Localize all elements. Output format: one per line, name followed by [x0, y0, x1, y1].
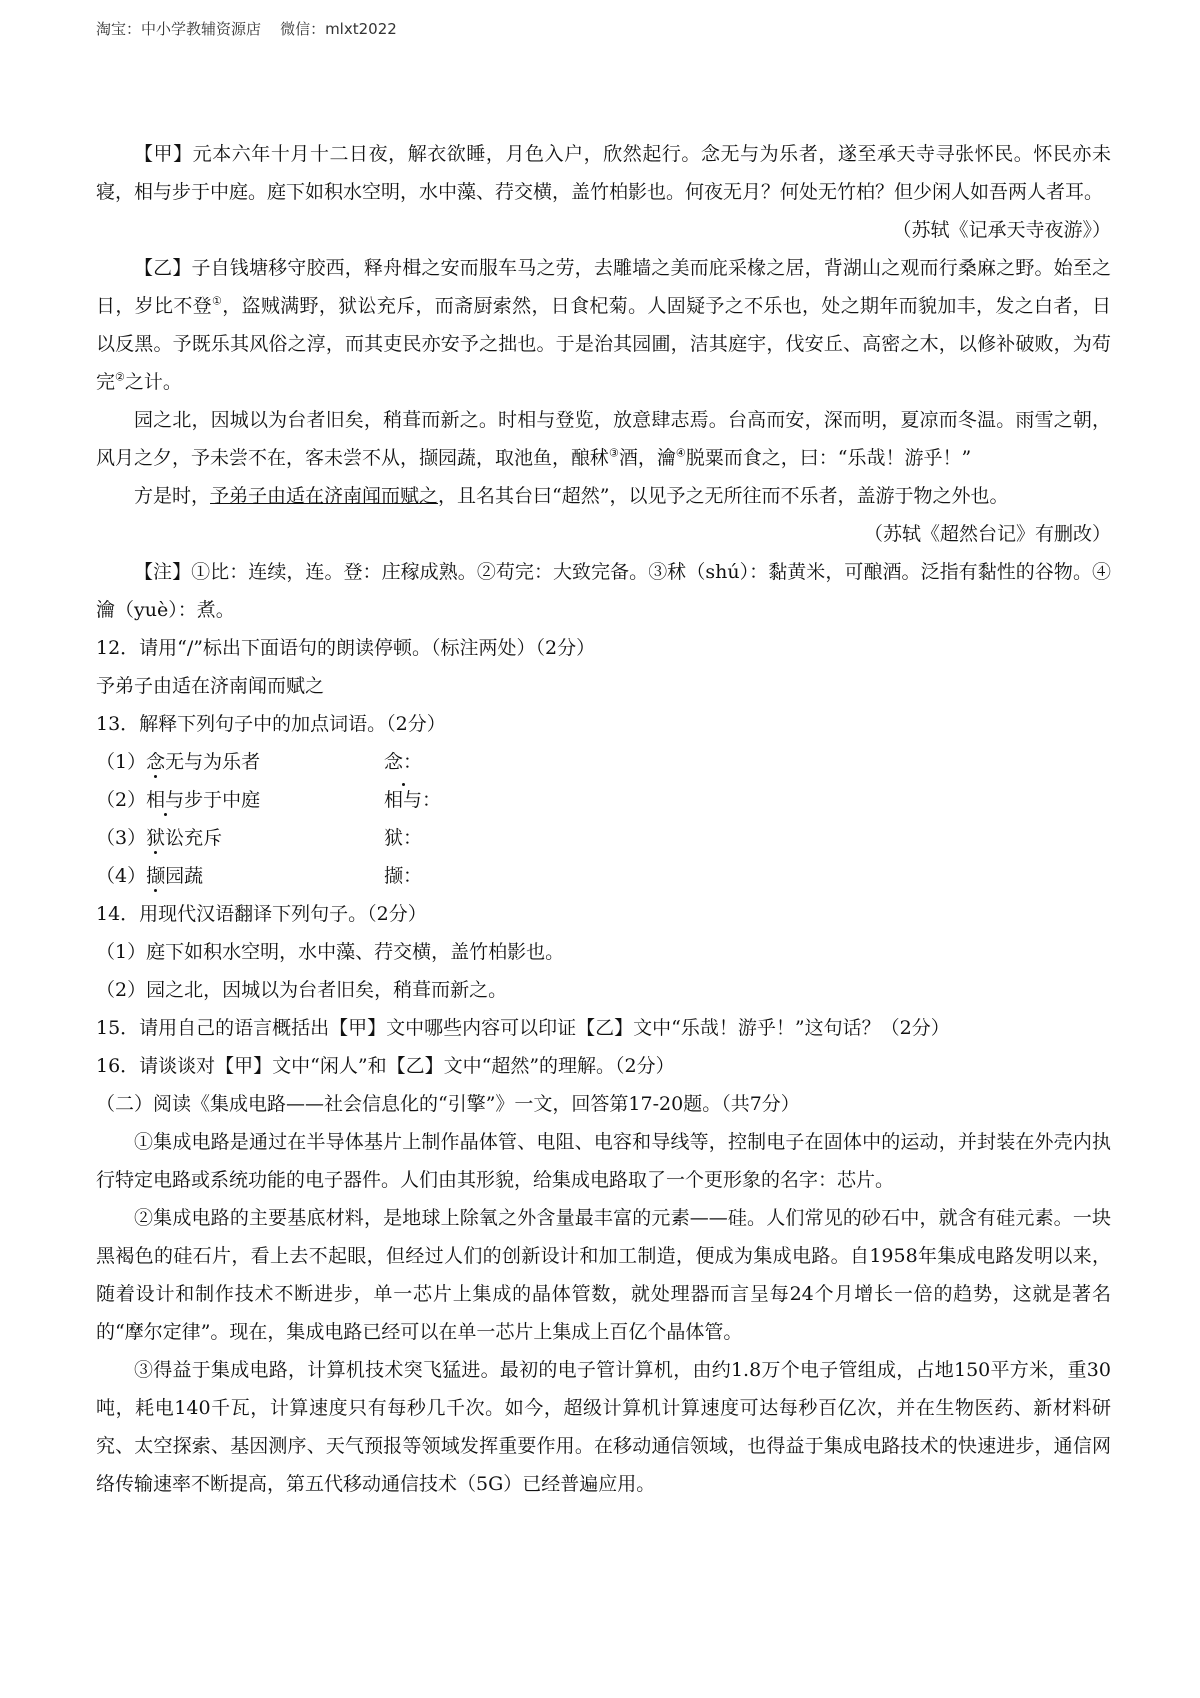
- question-13-item-3: [96, 819, 1111, 857]
- answer-prompt: 相与：: [384, 789, 442, 811]
- document-body: [96, 135, 1111, 1503]
- passage-yi-text: 酒，瀹: [618, 447, 676, 469]
- passage-yi-paragraph-2: [96, 401, 1111, 477]
- item-number: （3）: [96, 827, 147, 849]
- passage-yi-text: 园之北，因城以为台者旧矣，稍葺而新之。时相与登览，放意肆志焉。台高而安，深而明，夏凉而冬温。雨雪之朝，风月之夕，予未尝不在，客未尝不从，撷园蔬，取池鱼，酿秫: [96, 409, 1111, 469]
- passage-yi-text: 子自钱塘移守胶西，释舟楫之安而服车马之劳，去雕墙之美而庇采椽之居，背湖山之观而行桑麻之野。始至之日，岁比不登: [96, 257, 1111, 317]
- passage-jia: [96, 135, 1111, 211]
- item-text: 步于中庭: [184, 789, 261, 811]
- footnote-ref-2: ②: [115, 370, 125, 384]
- dotted-word: 撷: [146, 865, 166, 887]
- passage-jia-text: 元本六年十月十二日夜，解衣欲睡，月色入户，欣然起行。念无与为乐者，遂至承天寺寻张怀民。怀民亦未寝，相与步于中庭。庭下如积水空明，水中藻、荇交横，盖竹柏影也。何夜无月？何处无竹柏？但少闲人如吾两人者耳。: [96, 143, 1111, 203]
- passage-yi-label: 【乙】: [134, 257, 192, 279]
- dotted-word: 念: [146, 751, 166, 773]
- footnote-ref-4: ④: [675, 446, 686, 460]
- question-12-title: 12．请用“/”标出下面语句的朗读停顿。（标注两处）（2分）: [96, 637, 596, 659]
- section-2-title: （二）阅读《集成电路——社会信息化的“引擎”》一文，回答第17-20题。（共7分）: [96, 1093, 800, 1115]
- dotted-word: 相与: [146, 789, 185, 811]
- answer-prompt: 撷：: [384, 865, 423, 887]
- item-number: （1）: [96, 751, 147, 773]
- item-text: 讼充斥: [165, 827, 223, 849]
- item-number: （4）: [96, 865, 147, 887]
- question-13-item-4: [96, 857, 1111, 895]
- question-13-title: 13．解释下列句子中的加点词语。（2分）: [96, 713, 446, 735]
- footnote-ref-1: ①: [211, 294, 223, 308]
- item-number: （2）: [96, 789, 147, 811]
- passage-yi-text: ，盗贼满野，狱讼充斥，而斋厨索然，日食杞菊。人固疑予之不乐也，处之期年而貌加丰，发之白者，日以反黑。予既乐其风俗之淳，而其吏民亦安予之拙也。于是治其园圃，洁其庭宇，伐安丘、高密之木，以修补破败，为苟完: [96, 295, 1111, 393]
- question-16: 16．请谈谈对【甲】文中“闲人”和【乙】文中“超然”的理解。（2分）: [96, 1055, 675, 1077]
- answer-prompt: 念：: [384, 743, 422, 781]
- question-14-title: 14．用现代汉语翻译下列句子。（2分）: [96, 903, 427, 925]
- passage-yi-text: 方是时，: [134, 485, 211, 507]
- passage-jia-label: 【甲】: [134, 143, 193, 165]
- underlined-sentence: 予弟子由适在济南闻而赋之: [210, 485, 439, 507]
- section-2-paragraph-3: ③得益于集成电路，计算机技术突飞猛进。最初的电子管计算机，由约1.8万个电子管组成，占地150平方米，重30吨，耗电140千瓦，计算速度只有每秒几千次。如今，超级计算机计算速度可达每秒百亿次，并在生物医药、新材料研究、太空探索、基因测序、天气预报等领域发挥重要作用。在移动通信领域，也得益于集成电路技术的快速进步，通信网络传输速率不断提高，第五代移动通信技术（5G）已经普遍应用。: [96, 1359, 1111, 1495]
- item-text: 无与为乐者: [165, 751, 261, 773]
- answer-prompt: 狱：: [384, 827, 423, 849]
- passage-yi-text: 脱粟而食之，曰：“乐哉！游乎！”: [685, 447, 972, 469]
- section-2-paragraph-1: ①集成电路是通过在半导体基片上制作晶体管、电阻、电容和导线等，控制电子在固体中的运动，并封装在外壳内执行特定电路或系统功能的电子器件。人们由其形貌，给集成电路取了一个更形象的名字：芯片。: [96, 1131, 1111, 1191]
- question-13-item-2: [96, 781, 1111, 819]
- question-14-sentence-1: （1）庭下如积水空明，水中藻、荇交横，盖竹柏影也。: [96, 941, 565, 963]
- question-14-sentence-2: （2）园之北，因城以为台者旧矣，稍葺而新之。: [96, 979, 508, 1001]
- passage-yi-text: 之计。: [124, 371, 182, 393]
- passage-yi-source: （苏轼《超然台记》有删改）: [863, 523, 1111, 545]
- notes: 【注】①比：连续，连。登：庄稼成熟。②苟完：大致完备。③秫（shú）：黏黄米，可酿酒。泛指有黏性的谷物。④瀹（yuè）：煮。: [96, 561, 1111, 621]
- passage-jia-source: （苏轼《记承天寺夜游》）: [892, 219, 1111, 241]
- question-15: 15．请用自己的语言概括出【甲】文中哪些内容可以印证【乙】文中“乐哉！游乎！”这句话？（2分）: [96, 1017, 950, 1039]
- question-12-sentence: 予弟子由适在济南闻而赋之: [96, 675, 325, 697]
- passage-yi-text: ，且名其台曰“超然”，以见予之无所往而不乐者，盖游于物之外也。: [438, 485, 1009, 507]
- question-13-item-1: [96, 743, 1111, 781]
- passage-yi-paragraph-3: [96, 477, 1111, 515]
- footnote-ref-3: ③: [609, 446, 619, 460]
- section-2-paragraph-2: ②集成电路的主要基底材料，是地球上除氧之外含量最丰富的元素——硅。人们常见的砂石中，就含有硅元素。一块黑褐色的硅石片，看上去不起眼，但经过人们的创新设计和加工制造，便成为集成电路。自1958年集成电路发明以来，随着设计和制作技术不断进步，单一芯片上集成的晶体管数，就处理器而言呈每24个月增长一倍的趋势，这就是著名的“摩尔定律”。现在，集成电路已经可以在单一芯片上集成上百亿个晶体管。: [96, 1207, 1111, 1343]
- item-text: 园蔬: [165, 865, 204, 887]
- passage-yi-paragraph-1: [96, 249, 1111, 401]
- page-header-watermark: 淘宝：中小学教辅资源店 微信：mlxt2022: [96, 20, 397, 38]
- dotted-word: 狱: [146, 827, 166, 849]
